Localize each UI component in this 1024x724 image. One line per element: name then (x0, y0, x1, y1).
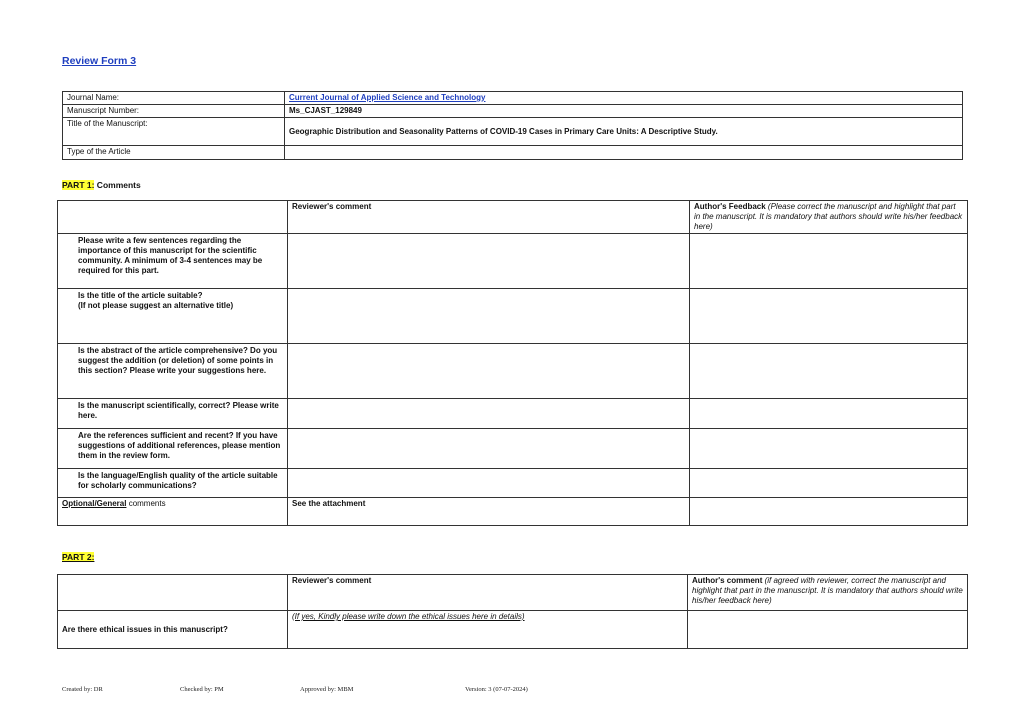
part2-author-header (688, 575, 968, 611)
question-row (58, 429, 968, 469)
journal-row (63, 92, 963, 105)
reviewer-comment-cell[interactable] (288, 469, 690, 498)
footer-created: Created by: DR (62, 686, 103, 693)
manuscript-title-row (63, 118, 963, 146)
author-feedback-cell[interactable] (690, 344, 968, 399)
optional-author-feedback[interactable] (690, 498, 968, 526)
author-feedback-cell[interactable] (690, 469, 968, 498)
part1-reviewer-header: Reviewer's comment (288, 201, 690, 234)
reviewer-comment-cell[interactable] (288, 399, 690, 429)
question-row (58, 399, 968, 429)
part1-heading-label: PART 1: (62, 180, 95, 190)
article-type-row (63, 146, 963, 160)
footer-version: Version: 3 (07-07-2024) (465, 686, 528, 693)
part1-corner-cell (58, 201, 288, 234)
part1-author-header-note: (Please correct the manuscript and highlight that part in the manuscript. It is mandatory that authors should write his/her feedback here) (694, 202, 963, 231)
manuscript-title-value: Geographic Distribution and Seasonality Patterns of COVID-19 Cases in Primary Care Units: A Descriptive Study. (285, 118, 963, 146)
reviewer-comment-cell[interactable] (288, 234, 690, 289)
question-row (58, 344, 968, 399)
ethics-prompt: (If yes, Kindly please write down the ethical issues here in details) (292, 612, 525, 621)
optional-comments-row (58, 498, 968, 526)
part1-header-row (58, 201, 968, 234)
part2-heading-label: PART 2: (62, 552, 95, 562)
reviewer-comment-cell[interactable] (288, 429, 690, 469)
journal-link[interactable]: Current Journal of Applied Science and Technology (289, 93, 486, 102)
part1-author-header-title: Author's Feedback (694, 202, 766, 211)
part2-heading (62, 552, 94, 562)
optional-reviewer-comment[interactable]: See the attachment (288, 498, 690, 526)
author-feedback-cell[interactable] (690, 289, 968, 344)
part2-author-header-title: Author's comment (692, 576, 763, 585)
ethics-question: Are there ethical issues in this manuscript? (58, 611, 288, 649)
manuscript-number-label: Manuscript Number: (63, 105, 285, 118)
question-language: Is the language/English quality of the article suitable for scholarly communications? (58, 469, 288, 498)
question-references: Are the references sufficient and recent? If you have suggestions of additional references, please mention them in the review form. (58, 429, 288, 469)
part2-reviewer-header: Reviewer's comment (288, 575, 688, 611)
part1-author-header (690, 201, 968, 234)
author-feedback-cell[interactable] (690, 399, 968, 429)
part2-ethics-table (57, 574, 968, 649)
reviewer-comment-cell[interactable] (288, 289, 690, 344)
part2-author-header-note: (if agreed with reviewer, correct the manuscript and highlight that part in the manuscript. It is mandatory that authors should write his/her feedback here) (692, 576, 963, 605)
manuscript-info-table (62, 91, 963, 160)
manuscript-title-label: Title of the Manuscript: (63, 118, 285, 146)
question-row (58, 289, 968, 344)
part1-heading-suffix: Comments (94, 180, 141, 190)
manuscript-number-row (63, 105, 963, 118)
part1-comments-table (57, 200, 968, 526)
optional-comments-label-suffix: comments (126, 499, 166, 508)
ethics-reviewer-cell[interactable] (288, 611, 688, 649)
ethics-row (58, 611, 968, 649)
article-type-value[interactable] (285, 146, 963, 160)
question-row (58, 234, 968, 289)
reviewer-comment-cell[interactable] (288, 344, 690, 399)
part2-corner-cell (58, 575, 288, 611)
question-scientific: Is the manuscript scientifically, correct? Please write here. (58, 399, 288, 429)
manuscript-number-value: Ms_CJAST_129849 (285, 105, 963, 118)
part1-heading (62, 180, 141, 190)
author-feedback-cell[interactable] (690, 429, 968, 469)
part2-header-row (58, 575, 968, 611)
question-importance: Please write a few sentences regarding the importance of this manuscript for the scientific community. A minimum of 3-4 sentences may be required for this part. (58, 234, 288, 289)
footer-approved: Approved by: MBM (300, 686, 354, 693)
optional-comments-label-main: Optional/General (62, 499, 127, 508)
question-row (58, 469, 968, 498)
question-abstract: Is the abstract of the article comprehensive? Do you suggest the addition (or deletion) of some points in this section? Please write your suggestions here. (58, 344, 288, 399)
footer-checked: Checked by: PM (180, 686, 224, 693)
question-title: Is the title of the article suitable? (If not please suggest an alternative title) (58, 289, 288, 344)
form-title[interactable]: Review Form 3 (62, 55, 137, 67)
article-type-label: Type of the Article (63, 146, 285, 160)
author-feedback-cell[interactable] (690, 234, 968, 289)
ethics-author-cell[interactable] (688, 611, 968, 649)
journal-label: Journal Name: (63, 92, 285, 105)
optional-comments-label (58, 498, 288, 526)
